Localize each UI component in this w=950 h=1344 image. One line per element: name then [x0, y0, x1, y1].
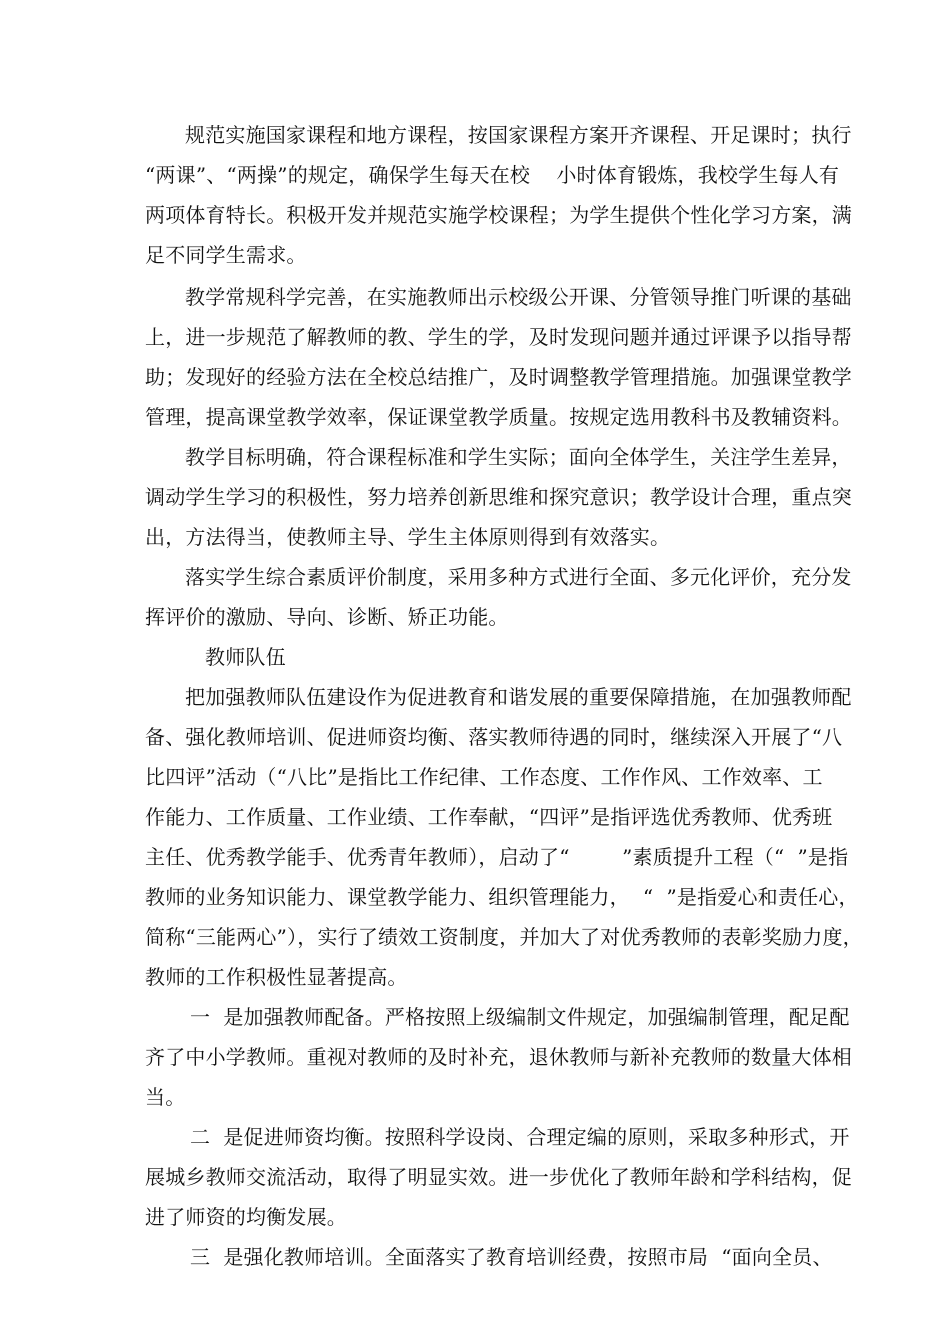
paragraph-line: 简称“三能两心”），实行了绩效工资制度，并加大了对优秀教师的表彰奖励力度， [145, 925, 863, 949]
paragraph-line: 上，进一步规范了解教师的教、学生的学，及时发现问题并通过评课予以指导帮 [145, 325, 852, 349]
paragraph-line: 教师的工作积极性显著提高。 [145, 965, 408, 989]
paragraph-line: 教学常规科学完善，在实施教师出示校级公开课、分管领导推门听课的基础 [185, 285, 852, 309]
paragraph-line: 挥评价的激励、导向、诊断、矫正功能。 [145, 605, 509, 629]
paragraph-line: 教师的业务知识能力、课堂教学能力、组织管理能力， “ ”是指爱心和责任心， [145, 885, 859, 909]
paragraph-line: 作能力、工作质量、工作业绩、工作奉献，“四评”是指评选优秀教师、优秀班 [145, 805, 833, 829]
paragraph-line: 把加强教师队伍建设作为促进教育和谐发展的重要保障措施，在加强教师配 [185, 685, 852, 709]
paragraph-line: 调动学生学习的积极性，努力培养创新思维和探究意识；教学设计合理，重点突 [145, 485, 852, 509]
paragraph-line: “两课”、“两操”的规定，确保学生每天在校 小时体育锻炼，我校学生每人有 [145, 163, 840, 187]
paragraph-line: 两项体育特长。积极开发并规范实施学校课程；为学生提供个性化学习方案，满 [145, 203, 852, 227]
paragraph-line: 一 是加强教师配备。严格按照上级编制文件规定，加强编制管理，配足配 [190, 1005, 850, 1029]
paragraph-line: 助；发现好的经验方法在全校总结推广，及时调整教学管理措施。加强课堂教学 [145, 365, 852, 389]
paragraph-line: 教学目标明确，符合课程标准和学生实际；面向全体学生，关注学生差异， [185, 445, 852, 469]
paragraph-line: 展城乡教师交流活动，取得了明显实效。进一步优化了教师年龄和学科结构，促 [145, 1165, 852, 1189]
section-heading: 教师队伍 [205, 645, 286, 669]
paragraph-line: 当。 [145, 1085, 186, 1109]
paragraph-line: 足不同学生需求。 [145, 243, 307, 267]
paragraph-line: 进了师资的均衡发展。 [145, 1205, 347, 1229]
paragraph-line: 落实学生综合素质评价制度，采用多种方式进行全面、多元化评价，充分发 [185, 565, 852, 589]
paragraph-line: 备、强化教师培训、促进师资均衡、落实教师待遇的同时，继续深入开展了“八 [145, 725, 843, 749]
paragraph-line: 管理，提高课堂教学效率，保证课堂教学质量。按规定选用教科书及教辅资料。 [145, 405, 852, 429]
paragraph-line: 二 是促进师资均衡。按照科学设岗、合理定编的原则，采取多种形式，开 [190, 1125, 850, 1149]
paragraph-line: 齐了中小学教师。重视对教师的及时补充，退休教师与新补充教师的数量大体相 [145, 1045, 852, 1069]
paragraph-line: 比四评”活动（“八比”是指比工作纪律、工作态度、工作作风、工作效率、工 [145, 765, 823, 789]
paragraph-line: 主任、优秀教学能手、优秀青年教师），启动了“ ”素质提升工程（“ ”是指 [145, 845, 849, 869]
paragraph-line: 规范实施国家课程和地方课程，按国家课程方案开齐课程、开足课时；执行 [185, 123, 852, 147]
paragraph-line: 三 是强化教师培训。全面落实了教育培训经费，按照市局 “面向全员、 [190, 1245, 833, 1269]
paragraph-line: 出，方法得当，使教师主导、学生主体原则得到有效落实。 [145, 525, 671, 549]
